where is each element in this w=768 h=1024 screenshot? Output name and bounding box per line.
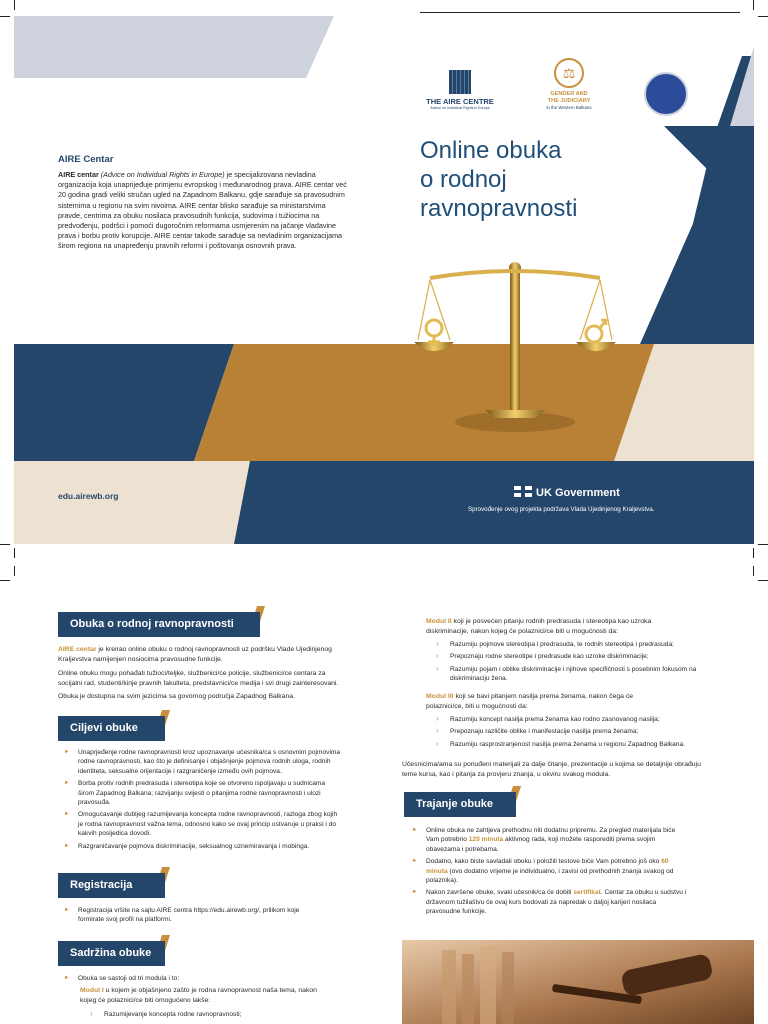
list-item: ► Unaprjeđenje rodne ravnopravnosti kroz upoznavanje učesnika/ca s osnovnim pojmovima rodne ravnopravnosti, kao što je definisanje i objašnjenje pojmova rodnih uloga, rodnih identiteta, seksualne orijentacije i razgraničenje između ovih pojmova. — [62, 748, 342, 776]
trajanje-i3-highlight: sertifikat — [573, 889, 601, 897]
headline-line1: Online obuka — [420, 137, 562, 164]
obuka-p1-text: je kreirao online obuku o rodnoj ravnopravnosti uz podršku Vlade Ujedinjenog Kraljevstva namijenjen nosiocima pravosudne funkcije. — [58, 646, 332, 663]
uk-government-logo — [514, 486, 620, 499]
gender-scales-icon: ⚖ — [554, 58, 584, 88]
aire-centre-name: THE AIRE CENTRE — [426, 97, 494, 106]
trajanje-i1: Online obuka ne zahtjeva prethodnu niti dodatnu pripremu. Za pregled materijala biće Vam potrebno — [426, 827, 676, 844]
crop-mark — [14, 566, 15, 576]
intro-paragraph — [58, 170, 350, 252]
crop-mark — [0, 544, 10, 545]
crop-mark — [420, 12, 740, 13]
list-item: ► Registracija vršite na sajtu AIRE centra https://edu.airewb.org/, prilikom koje formirate svoj profil na platformi. — [62, 906, 312, 925]
cover-background — [14, 16, 754, 544]
gender-logo-line3: in the Western Balkans — [546, 105, 592, 110]
registracija-list — [62, 906, 312, 928]
modul1-intro — [80, 986, 320, 1005]
headline-line3: ravnopravnosti — [420, 195, 578, 222]
trajanje-i2-end: (ovo dodatno vrijeme je individualno, i zavisi od prethodnih znanja svakog od polaznika). — [426, 867, 674, 885]
modul2-lead: Modul II — [426, 618, 452, 625]
list-item: › Razumijevanje koncepta rodne ravnopravnosti; — [88, 1010, 318, 1019]
list-item: ► Razgraničavanje pojmova diskriminacije, seksualnog uznemiravanja i mobinga. — [62, 842, 342, 851]
intro-italic: (Advice on Individual Rights in Europe) — [100, 170, 225, 179]
crop-mark — [758, 16, 768, 17]
gavel-photo — [402, 940, 754, 1024]
crop-mark — [14, 548, 15, 558]
headline-line2: o rodnoj — [420, 166, 507, 193]
crop-mark — [758, 580, 768, 581]
website-link[interactable]: edu.airewb.org — [58, 491, 119, 501]
section-heading-obuka: Obuka o rodnoj ravnopravnosti — [58, 612, 260, 637]
ciljevi-list — [62, 748, 342, 854]
obuka-lead: AIRE centar — [58, 646, 97, 653]
list-item: › Prepoznaju rodne stereotipe i predrasude kao uzroke diskriminacije; — [434, 652, 730, 661]
list-item: › Prepoznaju različite oblike i manifestacije nasilja prema ženama; — [434, 727, 730, 736]
aire-centre-logo — [420, 70, 500, 110]
obuka-p2: Online obuku mogu pohađati tužioci/teljke, službenici/ce policije, službenici/ce centara za socijalni rad, studenti/kinje pravnih fakulteta, predstavnici/ce medija i svi drugi zainteresovani. — [58, 670, 339, 687]
list-item: › Razumiju pojam i oblike diskriminacije i njihove specifičnosti s posebnim fokusom na diskriminaciju žena. — [434, 665, 730, 684]
gender-judiciary-logo — [540, 58, 598, 111]
obuka-p3: Obuka je dostupna na svim jezicima sa govornog područja Zapadnog Balkana. — [58, 693, 295, 700]
section-heading-sadrzina: Sadržina obuke — [58, 941, 165, 966]
section-heading-registracija: Registracija — [58, 873, 165, 898]
list-item — [410, 888, 690, 916]
intro-body: je specijalizovana nevladina organizacija koja unaprijeđuje primjenu evropskog i međunarodnog prava. AIRE centar već 20 godina gradi veliki stručan ugled na Zapadnom Balkanu, gdje sarađuje sa pravosudnim sistemima u regionu na svim nivoima. AIRE centar blisko sarađuje sa ministarstvima pravde, centrima za obuku nosilaca pravosudnih funkcija, sudovima i tužiocima na predvođenju, podršci i pomoći dugoročnim reformama usmjerenim na jačanje vladavine prava i borbu protiv korupcije. AIRE centar takođe sarađuje sa nevladinim organizacijama širom regiona na unapređenju pravnih reformi i poštovanja osnovnih prava. — [58, 170, 347, 251]
trajanje-i1-end: aktivnog rada, koji možete rasporediti prema svojim obavezama i potrebama. — [426, 836, 656, 853]
modul3-text: koji se bavi pitanjem nasilja prema ženama, nakon čega će polaznici/ce, biti u mogućnosti da: — [426, 693, 634, 710]
list-item: › Razumiju rasprostranjenost nasilja prema ženama u regionu Zapadnog Balkana. — [434, 740, 730, 749]
aire-centre-tagline: Advice on Individual Rights in Europe — [430, 106, 490, 110]
sadrzina-list — [62, 974, 322, 986]
trajanje-i2: Dodatno, kako biste savladali obuku i položili testove biće Vam potrebno još oko — [426, 858, 662, 866]
obuka-p1 — [58, 645, 348, 664]
section-heading-trajanje: Trajanje obuke — [404, 792, 516, 817]
modul2-list — [434, 640, 730, 687]
trajanje-i3-end: . Centar za obuku u sudstvu i državnom tužilaštvu će ovaj kurs bodovati za napredak u daljoj karijeri nosilaca pravosudne funkcije. — [426, 889, 687, 916]
cover-headline — [420, 136, 640, 223]
list-item — [410, 826, 690, 854]
intro-title: AIRE Centar — [58, 154, 114, 165]
crop-mark — [758, 544, 768, 545]
scales-of-justice-illustration — [410, 250, 620, 440]
modul-closing: Učesnicima/ama su ponuđeni materijali za dalje čitanje, prezentacije u kojima se detaljnije obrađuju teme kursa, kao i pitanja za provjeru znanja, u okviru svakog modula. — [402, 761, 701, 778]
crop-mark — [0, 580, 10, 581]
modul2-text: koji je posvećen pitanju rodnih predrasuda i stereotipa kao uzroka diskriminacije, nakon kojeg će polaznici/ce biti u mogućnosti da: — [426, 618, 652, 635]
judiciary-seal-logo — [644, 72, 688, 116]
trajanje-i2-highlight: 60 minuta — [426, 858, 669, 875]
aire-emblem-icon — [449, 70, 471, 94]
intro-lead: AIRE centar — [58, 170, 99, 179]
funding-note: Sprovođenje ovog projekta podržava Vlada Ujedinjenog Kraljevstva. — [468, 506, 655, 513]
crop-mark — [14, 0, 15, 10]
trajanje-i1-highlight: 120 minuta — [468, 836, 504, 844]
list-item: ► Borba protiv rodnih predrasuda i stereotipa koje se otvoreno ispoljavaju u sudnicama širom Zapadnog Balkana; razvijanju svijesti o pitanjima rodne ravnopravnosti i ulozi pravosuđa. — [62, 779, 342, 807]
list-item: › Razumiju pojmove stereotipa i predrasuda, te rodnih stereotipa i predrasuda; — [434, 640, 730, 649]
gender-logo-line1: GENDER AND — [550, 91, 588, 97]
crop-mark — [753, 548, 754, 558]
crop-mark — [753, 0, 754, 10]
list-item: ► Omogućavanje dubljeg razumijevanja koncepta rodne ravnopravnosti, razloga zbog kojih je rodna ravnopravnost važna tema, odnosno kako se ovaj princip ostvaruje u praksi i do kakvih posljedica dovodi. — [62, 810, 342, 838]
modul3-intro — [426, 692, 666, 711]
union-flag-icon — [514, 486, 532, 497]
modul1-list — [88, 1010, 318, 1022]
section-heading-ciljevi: Ciljevi obuke — [58, 716, 165, 741]
modul3-list — [434, 715, 730, 752]
crop-mark — [753, 566, 754, 576]
uk-government-label: UK Government — [536, 487, 620, 499]
modul3-lead: Modul III — [426, 693, 454, 700]
gender-logo-line2: THE JUDICIARY — [547, 98, 591, 104]
list-item: ► Obuka se sastoji od tri modula i to: — [62, 974, 322, 983]
trajanje-i3: Nakon završene obuke, svaki učesnik/ca će dobiti — [426, 889, 574, 897]
modul1-text: u kojem je objašnjeno zašto je rodna ravnopravnost našа tema, nakon kojeg će polaznici/ce biti omogućeno lakše: — [80, 987, 317, 1004]
modul1-lead: Modul I — [80, 987, 104, 994]
list-item: › Razumiju koncept nasilja prema ženama kao rodno zasnovanog nasilja; — [434, 715, 730, 724]
list-item — [410, 857, 690, 885]
crop-mark — [0, 16, 10, 17]
modul2-intro — [426, 617, 682, 636]
trajanje-list — [410, 826, 690, 920]
